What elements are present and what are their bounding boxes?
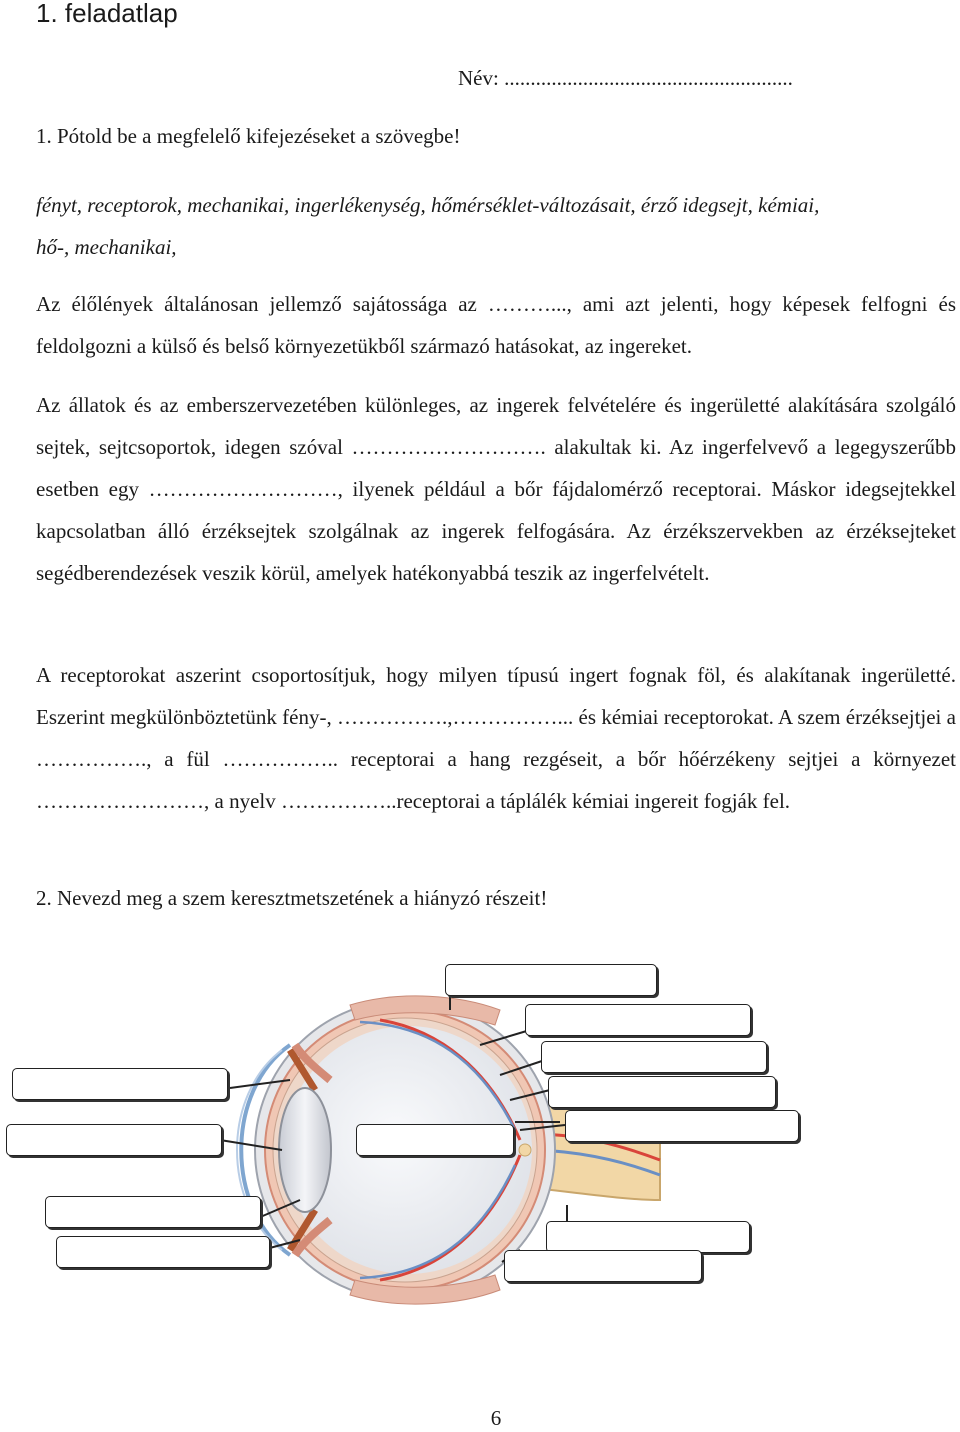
label-box-4[interactable]: [548, 1076, 776, 1108]
label-box-11[interactable]: [546, 1221, 750, 1253]
label-box-1[interactable]: [445, 964, 657, 996]
lens: [279, 1088, 331, 1212]
label-box-10[interactable]: [56, 1236, 270, 1268]
label-box-12[interactable]: [504, 1250, 702, 1282]
fill-in-paragraph-3: [36, 654, 956, 822]
label-box-7[interactable]: [6, 1124, 222, 1156]
fill-in-paragraph-1: [36, 283, 956, 367]
label-box-5[interactable]: [565, 1110, 799, 1142]
blind-spot: [519, 1144, 531, 1156]
task1-heading: 1. Pótold be a megfelelő kifejezéseket a szövegbe!: [36, 124, 461, 148]
worksheet-title: 1. feladatlap: [36, 0, 178, 28]
label-box-2[interactable]: [525, 1004, 751, 1036]
paragraph-3-text: A receptorokat aszerint csoportosítjuk, hogy milyen típusú ingert fognak föl, és alakítanak ingerületté. Eszerint megkülönböztetünk fény-, …………….,……………... és kémiai receptorokat. A szem érzéksejtjei a ……………., a fül …………….. receptorai a hang rezgéseit, a bőr hőérzékeny sejtjei a környezet ……………………, a nyelv ……………..receptorai a táplálék kémiai ingereit fogják fel.: [36, 663, 956, 813]
name-field-line[interactable]: Név: .......................................................: [458, 66, 793, 90]
fill-in-paragraph-2: [36, 384, 956, 594]
word-bank-line-1: fényt, receptorok, mechanikai, ingerlékenység, hőmérséklet-változásait, érző idegsejt, kémiai,: [36, 193, 820, 217]
task2-heading: 2. Nevezd meg a szem keresztmetszetének a hiányzó részeit!: [36, 886, 548, 910]
paragraph-2-text: Az állatok és az emberszervezetében különleges, az ingerek felvételére és ingerületté alakítására szolgáló sejtek, sejtcsoportok, idegen szóval ………………………. alakultak ki. Az ingerfelvevő a legegyszerűbb esetben egy ………………………, ilyenek például a bőr fájdalomérző receptorai. Máskor idegsejtekkel kapcsolatban álló érzéksejtek szolgálnak az ingerek felfogására. Az érzékszervekben az érzéksejteket segédberendezések veszik körül, amelyek hatékonyabbá teszik az ingerfelvételt.: [36, 393, 956, 585]
paragraph-1-text: Az élőlények általánosan jellemző sajátossága az ………..., ami azt jelenti, hogy képesek felfogni és feldolgozni a külső és belső környezetükből származó hatásokat, az ingereket.: [36, 292, 956, 358]
word-bank-line-2: hő-, mechanikai,: [36, 235, 177, 259]
label-box-8[interactable]: [356, 1124, 514, 1156]
page-number: 6: [490, 1406, 502, 1430]
label-box-6[interactable]: [12, 1068, 228, 1100]
label-box-3[interactable]: [541, 1041, 767, 1073]
label-box-9[interactable]: [45, 1196, 261, 1228]
word-bank: [36, 184, 956, 268]
